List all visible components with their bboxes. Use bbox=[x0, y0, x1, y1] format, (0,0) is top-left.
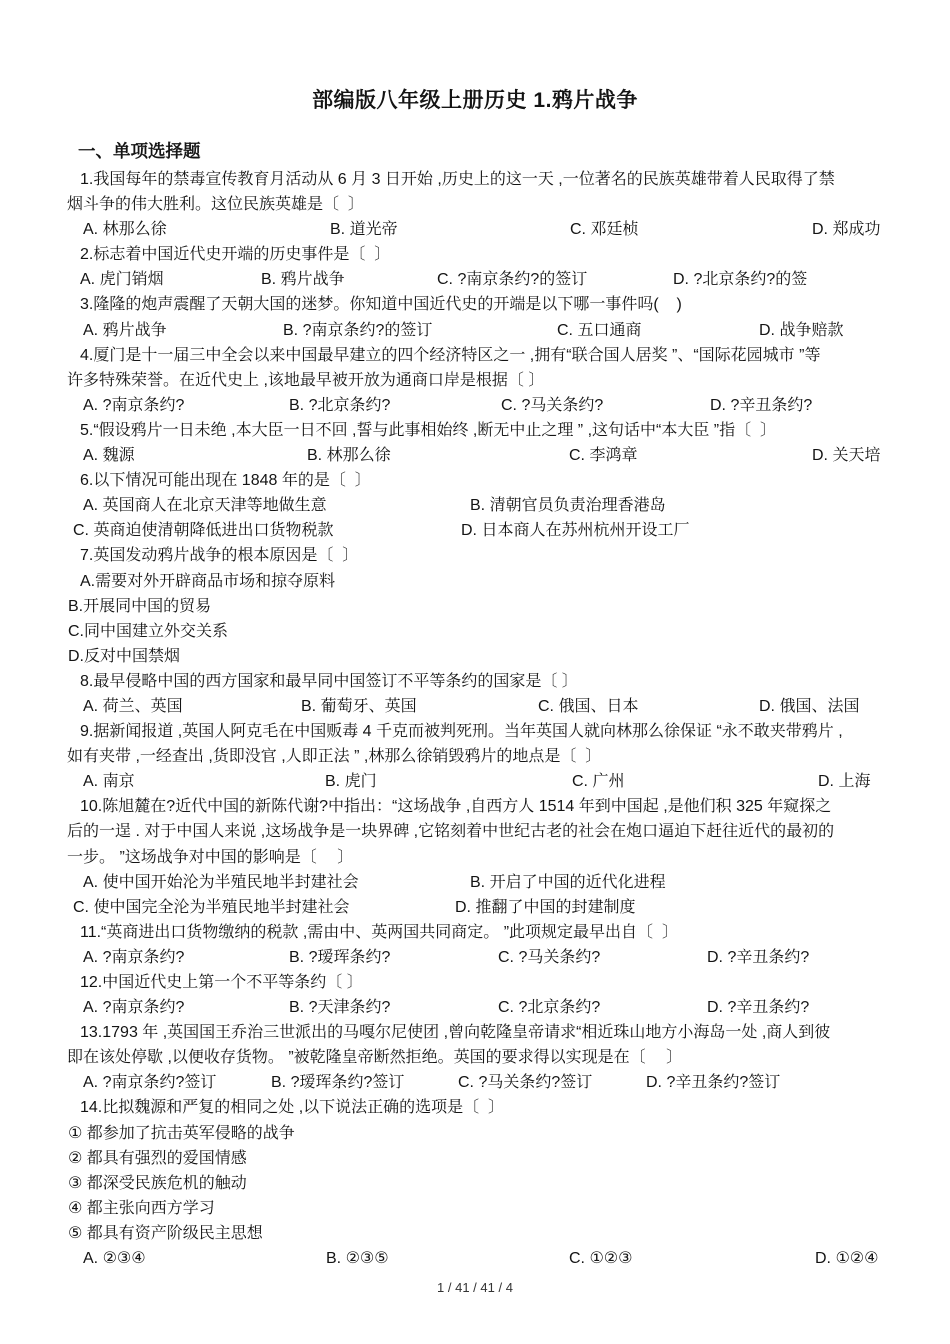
q6-option-c: C. 英商迫使清朝降低进出口货物税款 bbox=[73, 522, 334, 540]
q10-option-c: C. 使中国完全沦为半殖民地半封建社会 bbox=[73, 898, 350, 916]
q8-option-d: D. 俄国、法国 bbox=[759, 697, 860, 715]
q13-option-c: C. ?马关条约?签订 bbox=[458, 1074, 593, 1092]
q1-option-b: B. 道光帝 bbox=[330, 221, 398, 239]
q11-options bbox=[67, 945, 883, 970]
q6-stem-line-1: 6.以下情况可能出现在 1848 年的是〔 〕 bbox=[80, 472, 371, 490]
q7-option-b: B.开展同中国的贸易 bbox=[68, 597, 212, 615]
q14-option-b: B. ②③⑤ bbox=[326, 1250, 389, 1268]
q6-option-d: D. 日本商人在苏州杭州开设工厂 bbox=[461, 522, 690, 540]
question-list bbox=[67, 167, 883, 1271]
q1-options bbox=[67, 217, 883, 242]
q9-option-c: C. 广州 bbox=[572, 773, 625, 791]
q2-stem-line-1: 2.标志着中国近代史开端的历史事件是〔 〕 bbox=[80, 246, 391, 264]
q8-option-a: A. 荷兰、英国 bbox=[83, 697, 183, 715]
q5-option-b: B. 林那么徐 bbox=[307, 447, 391, 465]
q10-option-d: D. 推翻了中国的封建制度 bbox=[455, 898, 636, 916]
q1-option-a: A. 林那么徐 bbox=[83, 221, 167, 239]
q4-options bbox=[67, 393, 883, 418]
q6-options-row-2 bbox=[67, 518, 883, 543]
q11-option-c: C. ?马关条约? bbox=[498, 948, 601, 966]
q13-option-b: B. ?瑷珲条约?签订 bbox=[271, 1074, 405, 1092]
q12-option-b: B. ?天津条约? bbox=[289, 999, 391, 1017]
q3-stem-line-1: 3.隆隆的炮声震醒了天朝大国的迷梦。你知道中国近代史的开端是以下哪一事件吗( ) bbox=[80, 296, 682, 314]
q13-option-a: A. ?南京条约?签订 bbox=[83, 1074, 217, 1092]
q10-stem-line-1: 10.陈旭麓在?近代中国的新陈代谢?中指出：“这场战争 ,自西方人 1514 年到中国起 ,是他们积 325 年窥探之 bbox=[80, 798, 832, 816]
q7-option-d: D.反对中国禁烟 bbox=[68, 647, 181, 665]
q12-stem-line-1: 12.中国近代史上第一个不平等条约〔 〕 bbox=[80, 974, 363, 991]
q8-option-b: B. 葡萄牙、英国 bbox=[301, 697, 417, 715]
q14-option-c: C. ①②③ bbox=[569, 1250, 633, 1268]
q14-item-5: ⑤ 都具有资产阶级民主思想 bbox=[68, 1224, 263, 1242]
q9-stem-line-2: 如有夹带 ,一经查出 ,货即没官 ,人即正法 ” ,林那么徐销毁鸦片的地点是〔 〕 bbox=[67, 748, 602, 766]
doc-title: 部编版八年级上册历史 1.鸦片战争 bbox=[312, 89, 638, 112]
q14-option-a: A. ②③④ bbox=[83, 1250, 146, 1268]
q10-stem-line-2: 后的一逞 . 对于中国人来说 ,这场战争是一块界碑 ,它铭刻着中世纪古老的社会在炮口逼迫下赶往近代的最初的 bbox=[67, 823, 835, 841]
q6-option-a: A. 英国商人在北京天津等地做生意 bbox=[83, 497, 327, 515]
q14-option-d: D. ①②④ bbox=[815, 1250, 879, 1268]
q1-option-c: C. 邓廷桢 bbox=[570, 221, 639, 239]
q12-option-a: A. ?南京条约? bbox=[83, 999, 185, 1017]
q13-stem-line-2: 即在该处停歇 ,以便收存货物。 ”被乾隆皇帝断然拒绝。英国的要求得以实现是在〔 〕 bbox=[67, 1049, 683, 1067]
q14-item-3: ③ 都深受民族危机的触动 bbox=[68, 1174, 247, 1192]
q3-option-d: D. 战争赔款 bbox=[759, 321, 844, 339]
q11-option-b: B. ?瑷珲条约? bbox=[289, 948, 391, 966]
q2-options bbox=[67, 267, 883, 292]
q7-stem-line-1: 7.英国发动鸦片战争的根本原因是〔 〕 bbox=[80, 547, 359, 565]
q11-option-a: A. ?南京条约? bbox=[83, 948, 185, 966]
q7-option-c: C.同中国建立外交关系 bbox=[68, 622, 229, 640]
q14-item-2: ② 都具有强烈的爱国情感 bbox=[68, 1149, 247, 1167]
q2-option-d: D. ?北京条约?的签 bbox=[673, 271, 808, 289]
q12-option-d: D. ?辛丑条约? bbox=[707, 999, 810, 1017]
q9-option-a: A. 南京 bbox=[83, 773, 135, 791]
q3-options bbox=[67, 318, 883, 343]
q4-option-a: A. ?南京条约? bbox=[83, 396, 185, 414]
section-heading: 一、单项选择题 bbox=[78, 141, 201, 161]
q12-options bbox=[67, 995, 883, 1020]
q14-stem-line-1: 14.比拟魏源和严复的相同之处 ,以下说法正确的选项是〔 〕 bbox=[80, 1099, 505, 1117]
q3-option-b: B. ?南京条约?的签订 bbox=[283, 321, 433, 339]
q7-option-a: A.需要对外开辟商品市场和掠夺原料 bbox=[80, 572, 336, 590]
q4-option-d: D. ?辛丑条约? bbox=[710, 396, 813, 414]
q8-options bbox=[67, 694, 883, 719]
q5-option-c: C. 李鸿章 bbox=[569, 447, 638, 465]
q2-option-c: C. ?南京条约?的签订 bbox=[437, 271, 588, 289]
q13-stem-line-1: 13.1793 年 ,英国国王乔治三世派出的马嘎尔尼使团 ,曾向乾隆皇帝请求“相近珠山地方小海岛一处 ,商人到彼 bbox=[80, 1024, 831, 1042]
page-number: 1 / 41 / 41 / 4 bbox=[437, 1280, 513, 1295]
q4-stem-line-2: 许多特殊荣誉。在近代史上 ,该地最早被开放为通商口岸是根据〔 〕 bbox=[67, 371, 545, 389]
q4-stem-line-1: 4.厦门是十一届三中全会以来中国最早建立的四个经济特区之一 ,拥有“联合国人居奖 ”、“国际花园城市 ”等 bbox=[80, 346, 821, 364]
q1-stem-line-2: 烟斗争的伟大胜利。这位民族英雄是〔 〕 bbox=[67, 196, 364, 214]
q14-item-4: ④ 都主张向西方学习 bbox=[68, 1199, 215, 1217]
q9-options bbox=[67, 769, 883, 794]
q6-options-row-1 bbox=[67, 493, 883, 518]
q3-option-a: A. 鸦片战争 bbox=[83, 321, 167, 339]
q2-option-a: A. 虎门销烟 bbox=[80, 271, 164, 289]
q8-option-c: C. 俄国、日本 bbox=[538, 697, 639, 715]
q5-options bbox=[67, 443, 883, 468]
q14-options bbox=[67, 1246, 883, 1271]
q5-option-a: A. 魏源 bbox=[83, 447, 135, 465]
q11-option-d: D. ?辛丑条约? bbox=[707, 948, 810, 966]
q10-options-row-1 bbox=[67, 870, 883, 895]
q8-stem-line-1: 8.最早侵略中国的西方国家和最早同中国签订不平等条约的国家是〔 〕 bbox=[80, 672, 578, 690]
q10-option-b: B. 开启了中国的近代化进程 bbox=[470, 873, 666, 891]
q13-options bbox=[67, 1070, 883, 1095]
q9-stem-line-1: 9.据新闻报道 ,英国人阿克毛在中国贩毒 4 千克而被判死刑。当年英国人就向林那么徐保证 “永不敢夹带鸦片 , bbox=[80, 723, 843, 741]
q5-option-d: D. 关天培 bbox=[812, 447, 881, 465]
q9-option-b: B. 虎门 bbox=[325, 773, 377, 791]
q5-stem-line-1: 5.“假设鸦片一日未绝 ,本大臣一日不回 ,誓与此事相始终 ,断无中止之理 ” ,这句话中“本大臣 ”指〔 〕 bbox=[80, 421, 777, 439]
q4-option-c: C. ?马关条约? bbox=[501, 396, 604, 414]
q10-stem-line-3: 一步。 ”这场战争对中国的影响是〔 〕 bbox=[67, 848, 354, 866]
q12-option-c: C. ?北京条约? bbox=[498, 999, 601, 1017]
q11-stem-line-1: 11.“英商进出口货物缴纳的税款 ,需由中、英两国共同商定。 ”此项规定最早出自〔 〕 bbox=[80, 923, 678, 941]
q4-option-b: B. ?北京条约? bbox=[289, 396, 391, 414]
q14-item-1: ① 都参加了抗击英军侵略的战争 bbox=[68, 1124, 295, 1142]
q10-options-row-2 bbox=[67, 895, 883, 920]
q13-option-d: D. ?辛丑条约?签订 bbox=[646, 1074, 781, 1092]
q10-option-a: A. 使中国开始沦为半殖民地半封建社会 bbox=[83, 873, 359, 891]
q1-option-d: D. 郑成功 bbox=[812, 221, 881, 239]
q1-stem-line-1: 1.我国每年的禁毒宣传教育月活动从 6 月 3 日开始 ,历史上的这一天 ,一位著名的民族英雄带着人民取得了禁 bbox=[80, 171, 835, 188]
q9-option-d: D. 上海 bbox=[818, 773, 871, 791]
q2-option-b: B. 鸦片战争 bbox=[261, 271, 345, 289]
q3-option-c: C. 五口通商 bbox=[557, 321, 642, 339]
q6-option-b: B. 清朝官员负责治理香港岛 bbox=[470, 497, 666, 515]
